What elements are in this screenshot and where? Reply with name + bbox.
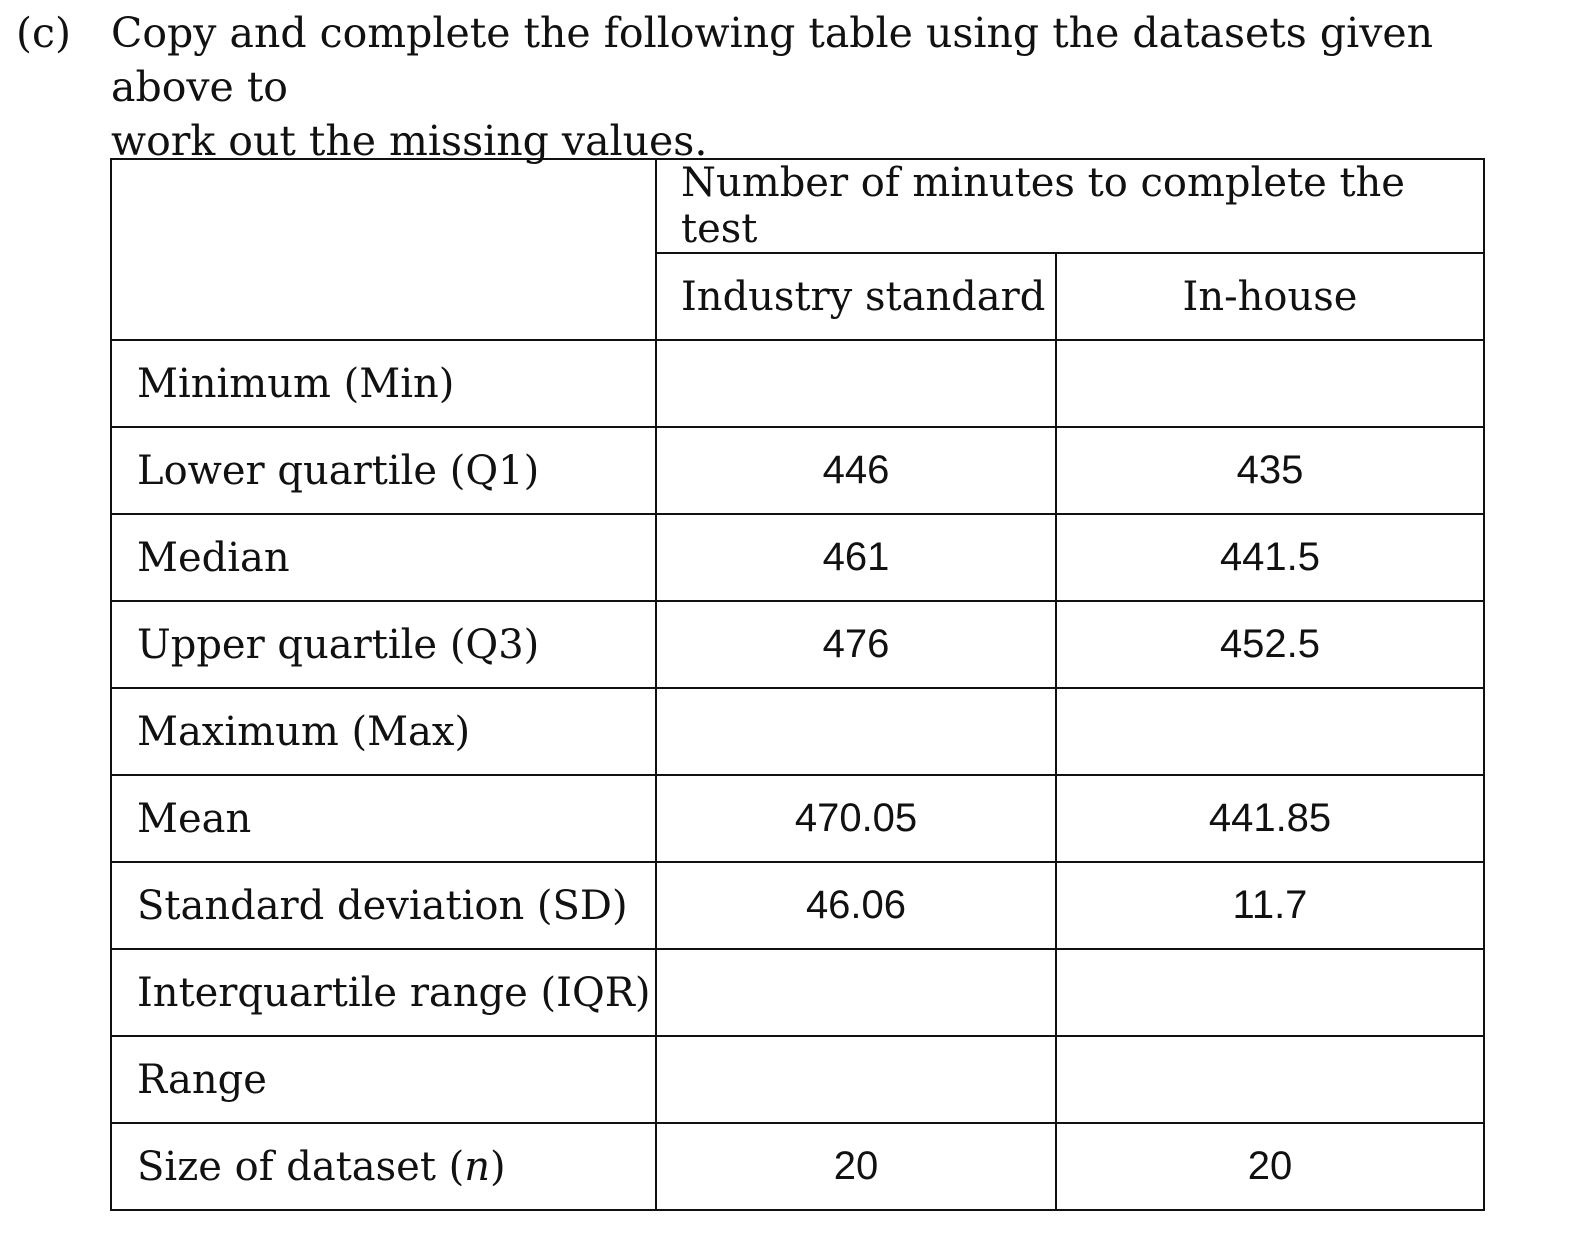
cell-inhouse: 11.7: [1056, 862, 1484, 949]
table-row: [111, 514, 1484, 601]
row-label: Range: [111, 1036, 656, 1123]
column-header-industry: Industry standard: [656, 253, 1056, 340]
table-row: [111, 688, 1484, 775]
cell-inhouse: 452.5: [1056, 601, 1484, 688]
row-label: Mean: [111, 775, 656, 862]
row-label: Interquartile range (IQR): [111, 949, 656, 1036]
question-text-line-1: Copy and complete the following table using the datasets given above to: [111, 9, 1434, 111]
cell-industry: [656, 688, 1056, 775]
table-row: [111, 775, 1484, 862]
statistics-table: [110, 158, 1485, 1211]
question-line-1: [16, 6, 1556, 114]
header-row-group: [111, 159, 1484, 253]
question-text-line-2: work out the missing values.: [111, 117, 708, 165]
row-label-variable: n: [464, 1143, 490, 1190]
table-row: [111, 862, 1484, 949]
cell-industry: 446: [656, 427, 1056, 514]
cell-inhouse: [1056, 1036, 1484, 1123]
table-row: [111, 340, 1484, 427]
cell-inhouse: 435: [1056, 427, 1484, 514]
table-row: [111, 1036, 1484, 1123]
table-row: [111, 1123, 1484, 1210]
question: [16, 6, 1556, 168]
row-label: Median: [111, 514, 656, 601]
cell-inhouse: 441.85: [1056, 775, 1484, 862]
row-label: Lower quartile (Q1): [111, 427, 656, 514]
cell-industry: [656, 1036, 1056, 1123]
row-label: Minimum (Min): [111, 340, 656, 427]
cell-industry: [656, 340, 1056, 427]
table-row: [111, 427, 1484, 514]
column-header-inhouse: In-house: [1056, 253, 1484, 340]
cell-industry: 46.06: [656, 862, 1056, 949]
group-header: Number of minutes to complete the test: [656, 159, 1484, 253]
header-empty-cell: [111, 159, 656, 340]
cell-industry: [656, 949, 1056, 1036]
cell-industry: 470.05: [656, 775, 1056, 862]
cell-industry: 476: [656, 601, 1056, 688]
question-label: (c): [16, 9, 71, 57]
row-label: Standard deviation (SD): [111, 862, 656, 949]
cell-inhouse: 441.5: [1056, 514, 1484, 601]
table-row: [111, 949, 1484, 1036]
cell-inhouse: [1056, 949, 1484, 1036]
table-row: [111, 601, 1484, 688]
cell-industry: 461: [656, 514, 1056, 601]
cell-industry: 20: [656, 1123, 1056, 1210]
row-label: Maximum (Max): [111, 688, 656, 775]
cell-inhouse: [1056, 340, 1484, 427]
cell-inhouse: [1056, 688, 1484, 775]
row-label: Upper quartile (Q3): [111, 601, 656, 688]
cell-inhouse: 20: [1056, 1123, 1484, 1210]
row-label-suffix: ): [490, 1143, 506, 1190]
row-label-prefix: Size of dataset (: [137, 1143, 465, 1190]
row-label: [111, 1123, 656, 1210]
